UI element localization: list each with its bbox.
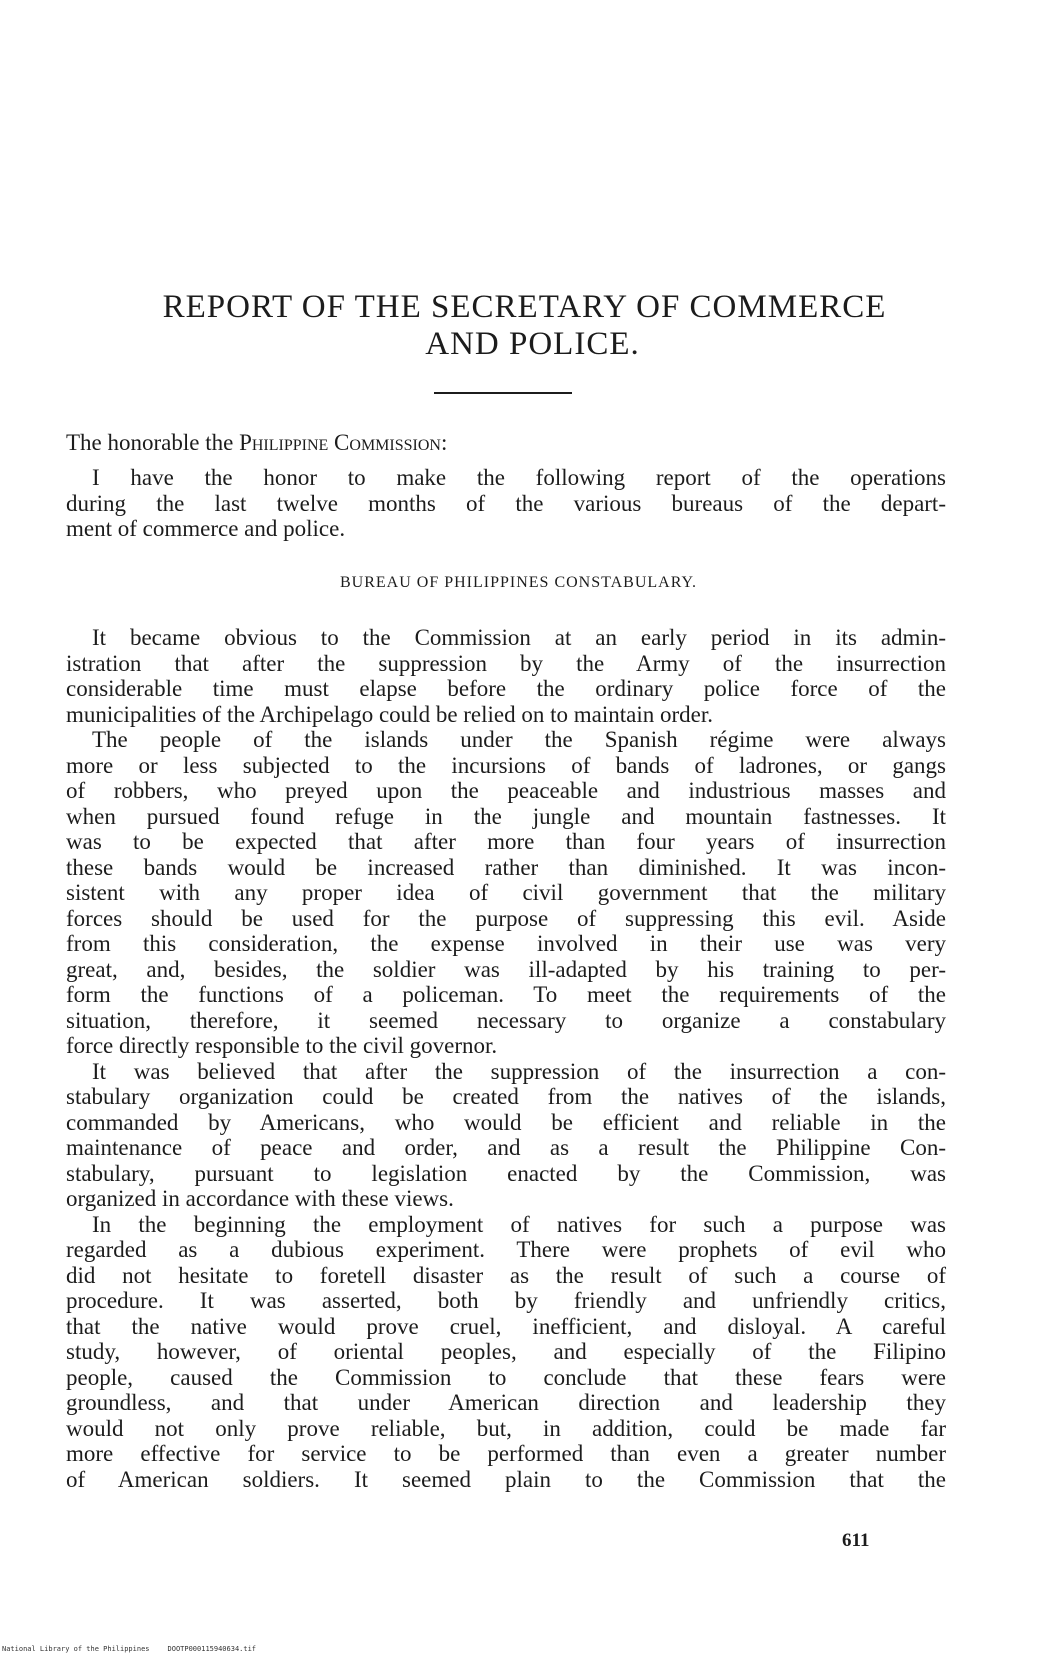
text-line: The people of the islands under the Spanish régime were always: [92, 727, 946, 752]
text-line: during the last twelve months of the various bureaus of the depart-: [66, 490, 946, 516]
intro-paragraph: [66, 465, 946, 542]
text-line: did not hesitate to foretell disaster as the result of such a course of: [66, 1262, 946, 1288]
text-line: It became obvious to the Commission at an early period in its admin-: [92, 625, 946, 650]
text-line: regarded as a dubious experiment. There were prophets of evil who: [66, 1237, 946, 1262]
text-line: from this consideration, the expense involved in their use was very: [66, 931, 946, 956]
text-line: In the beginning the employment of natives for such a purpose was: [92, 1211, 946, 1237]
text-line: situation, therefore, it seemed necessary to organize a constabulary: [66, 1007, 946, 1033]
text-line: stabulary organization could be created from the natives of the islands,: [66, 1084, 946, 1109]
paragraph: [66, 1212, 946, 1493]
text-line: ment of commerce and police.: [66, 516, 346, 541]
text-line: groundless, and that under American direction and leadership they: [66, 1390, 946, 1415]
section-heading: BUREAU OF PHILIPPINES CONSTABULARY.: [339, 574, 698, 591]
salutation-prefix: The honorable the: [66, 430, 240, 455]
text-line: organized in accordance with these views.: [66, 1186, 454, 1211]
text-line: I have the honor to make the following report of the operations: [92, 465, 946, 490]
text-line: people, caused the Commission to conclude that these fears were: [66, 1364, 946, 1390]
text-line: when pursued found refuge in the jungle and mountain fastnesses. It: [66, 803, 946, 829]
text-line: great, and, besides, the soldier was ill-adapted by his training to per-: [66, 956, 946, 982]
text-line: that the native would prove cruel, inefficient, and disloyal. A careful: [66, 1313, 946, 1339]
text-line: stabulary, pursuant to legislation enacted by the Commission, was: [66, 1160, 946, 1186]
text-line: more effective for service to be performed than even a greater number: [66, 1441, 946, 1466]
report-title-line-2: AND POLICE.: [425, 326, 640, 362]
body-text: [66, 625, 946, 1492]
paragraph: [66, 1059, 946, 1212]
text-line: considerable time must elapse before the ordinary police force of the: [66, 676, 946, 701]
title-divider: [434, 392, 572, 394]
footer-filename: DOOTP000115940634.tif: [167, 1645, 257, 1653]
text-line: more or less subjected to the incursions of bands of ladrones, or gangs: [66, 752, 946, 778]
text-line: of robbers, who preyed upon the peaceable and industrious masses and: [66, 778, 946, 803]
text-line: commanded by Americans, who would be efficient and reliable in the: [66, 1109, 946, 1135]
text-line: maintenance of peace and order, and as a result the Philippine Con-: [66, 1135, 946, 1160]
text-line: force directly responsible to the civil governor.: [66, 1033, 498, 1058]
salutation: [66, 430, 447, 456]
report-title-line-1: REPORT OF THE SECRETARY OF COMMERCE: [162, 289, 887, 325]
page-number: 611: [842, 1530, 870, 1551]
text-line: forces should be used for the purpose of suppressing this evil. Aside: [66, 905, 946, 931]
text-line: istration that after the suppression by the Army of the insurrection: [66, 650, 946, 676]
salutation-suffix: :: [440, 430, 448, 455]
text-line: these bands would be increased rather than diminished. It was incon-: [66, 854, 946, 880]
text-line: municipalities of the Archipelago could be relied on to maintain order.: [66, 701, 714, 727]
text-line: was to be expected that after more than four years of insurrection: [66, 829, 946, 854]
text-line: of American soldiers. It seemed plain to the Commission that the: [66, 1466, 946, 1492]
footer-library: National Library of the Philippines: [2, 1645, 150, 1653]
scan-footer: [2, 1645, 274, 1653]
text-line: procedure. It was asserted, both by friendly and unfriendly critics,: [66, 1288, 946, 1313]
text-line: would not only prove reliable, but, in addition, could be made far: [66, 1415, 946, 1441]
text-line: sistent with any proper idea of civil government that the military: [66, 880, 946, 905]
text-line: form the functions of a policeman. To meet the requirements of the: [66, 982, 946, 1007]
salutation-addressee: Philippine Commission: [239, 430, 441, 455]
paragraph: [66, 727, 946, 1059]
text-line: study, however, of oriental peoples, and especially of the Filipino: [66, 1339, 946, 1364]
text-line: It was believed that after the suppression of the insurrection a con-: [92, 1058, 946, 1084]
paragraph: [66, 625, 946, 727]
